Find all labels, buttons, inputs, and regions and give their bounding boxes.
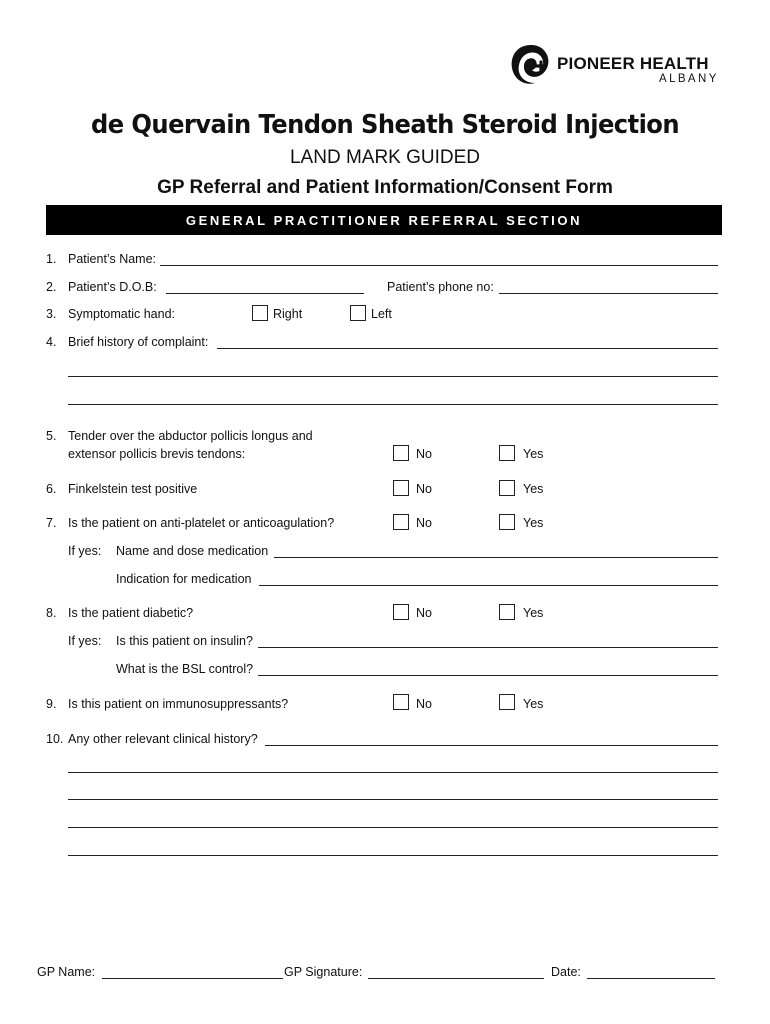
patient-phone-label: Patient’s phone no: [387,280,494,294]
clinical-history-field-line-2[interactable] [68,772,718,773]
left-hand-checkbox[interactable] [350,305,366,321]
medication-indication-field[interactable] [259,585,718,586]
question-number: 4. [46,335,57,349]
tender-no-checkbox[interactable] [393,445,409,461]
tender-label-line-1: Tender over the abductor pollicis longus and [68,429,313,443]
anticoagulation-no-checkbox[interactable] [393,514,409,530]
tender-label-line-2: extensor pollicis brevis tendons: [68,447,246,461]
history-field-line-3[interactable] [68,404,718,405]
anticoagulation-yes-checkbox[interactable] [499,514,515,530]
diabetic-yes-label: Yes [523,606,544,620]
question-number: 9. [46,697,57,711]
medication-indication-label: Indication for medication [116,572,252,586]
medication-name-field[interactable] [274,557,718,558]
patient-name-field[interactable] [160,265,718,266]
clinical-history-label: Any other relevant clinical history? [68,732,258,746]
if-yes-label: If yes: [68,544,102,558]
immunosuppressants-no-checkbox[interactable] [393,694,409,710]
question-number: 6. [46,482,57,496]
question-number: 10. [46,732,64,746]
immunosuppressants-label: Is this patient on immunosuppressants? [68,697,289,711]
patient-phone-field[interactable] [499,293,718,294]
clinical-history-field-line-3[interactable] [68,799,718,800]
tender-yes-checkbox[interactable] [499,445,515,461]
diabetic-yes-checkbox[interactable] [499,604,515,620]
bsl-control-field[interactable] [258,675,718,676]
document-title: de Quervain Tendon Sheath Steroid Injection [90,110,680,140]
insulin-field[interactable] [258,647,718,648]
question-number: 8. [46,606,57,620]
question-number: 5. [46,429,57,443]
immunosuppressants-yes-label: Yes [523,697,544,711]
left-hand-label: Left [371,307,392,321]
gp-signature-field[interactable] [368,978,544,979]
finkelstein-yes-checkbox[interactable] [499,480,515,496]
clinical-history-field-line-1[interactable] [265,745,718,746]
patient-dob-label: Patient’s D.O.B: [68,280,157,294]
bsl-control-label: What is the BSL control? [116,662,254,676]
history-label: Brief history of complaint: [68,335,209,349]
anticoagulation-no-label: No [416,516,432,530]
gp-signature-label: GP Signature: [284,965,363,979]
immunosuppressants-no-label: No [416,697,432,711]
diabetic-no-label: No [416,606,432,620]
question-number: 7. [46,516,57,530]
date-field[interactable] [587,978,715,979]
question-number: 2. [46,280,57,294]
logo-location: ALBANY [659,73,719,85]
if-yes-label: If yes: [68,634,102,648]
right-hand-label: Right [273,307,303,321]
logo-name: PIONEER HEALTH [557,54,709,73]
diabetic-no-checkbox[interactable] [393,604,409,620]
symptomatic-hand-label: Symptomatic hand: [68,307,175,321]
history-field-line-2[interactable] [68,376,718,377]
anticoagulation-label: Is the patient on anti-platelet or anticoagulation? [68,516,335,530]
finkelstein-yes-label: Yes [523,482,544,496]
finkelstein-no-label: No [416,482,432,496]
insulin-label: Is this patient on insulin? [116,634,253,648]
patient-name-label: Patient’s Name: [68,252,157,266]
gp-name-field[interactable] [102,978,283,979]
clinical-history-field-line-5[interactable] [68,855,718,856]
finkelstein-no-checkbox[interactable] [393,480,409,496]
section-header-text: GENERAL PRACTITIONER REFERRAL SECTION [185,212,583,228]
finkelstein-label: Finkelstein test positive [68,482,198,496]
form-title: GP Referral and Patient Information/Consent Form [157,177,613,198]
pioneer-health-swirl-logo [509,42,553,88]
section-header-bar [46,205,722,235]
date-label: Date: [551,965,581,979]
right-hand-checkbox[interactable] [252,305,268,321]
diabetic-label: Is the patient diabetic? [68,606,194,620]
history-field-line-1[interactable] [217,348,718,349]
document-subtitle: LAND MARK GUIDED [289,147,481,168]
clinical-history-field-line-4[interactable] [68,827,718,828]
patient-dob-field[interactable] [166,293,364,294]
question-number: 3. [46,307,57,321]
gp-name-label: GP Name: [37,965,96,979]
medication-name-label: Name and dose medication [116,544,269,558]
question-number: 1. [46,252,57,266]
tender-yes-label: Yes [523,447,544,461]
tender-no-label: No [416,447,432,461]
immunosuppressants-yes-checkbox[interactable] [499,694,515,710]
anticoagulation-yes-label: Yes [523,516,544,530]
pioneer-health-logo [509,42,719,88]
